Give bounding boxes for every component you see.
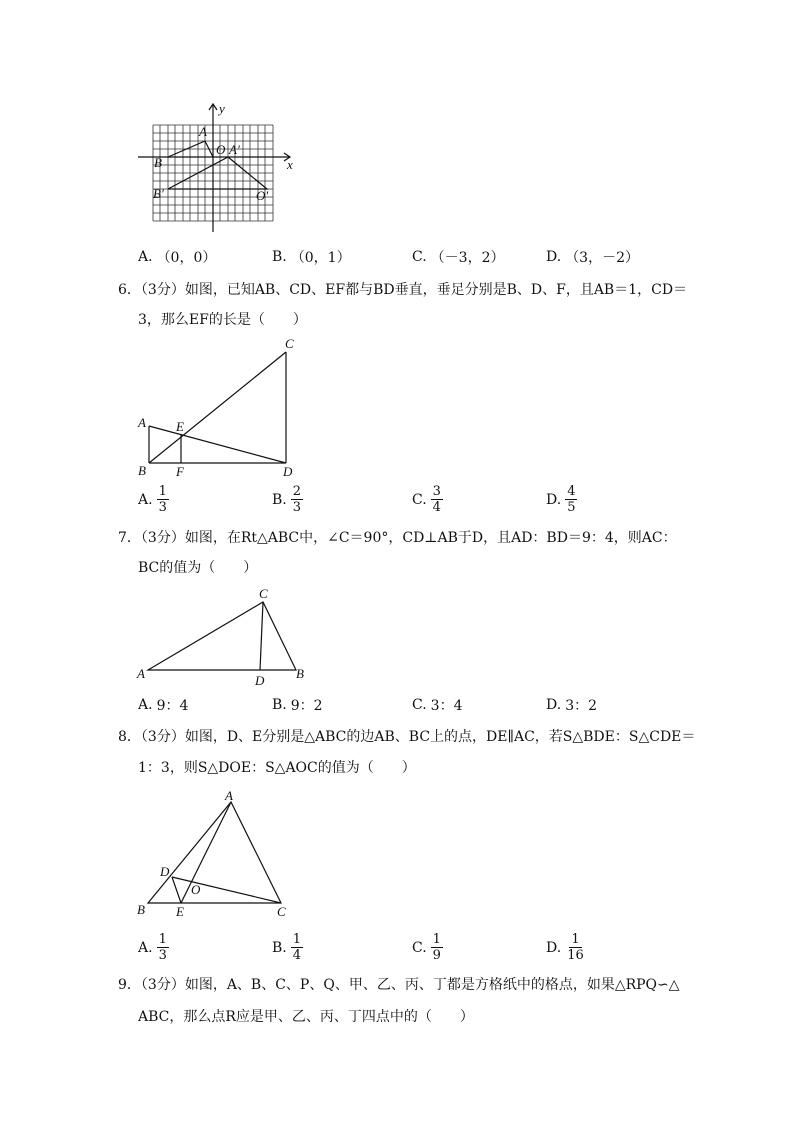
option-text: （0，0） [156, 250, 217, 266]
numerator: 1 [292, 932, 302, 947]
q6-label-A: A [138, 415, 146, 430]
denominator: 3 [158, 500, 167, 515]
q7-option-c[interactable] [412, 695, 463, 715]
option-text: 9：2 [290, 698, 323, 714]
numerator: 1 [158, 932, 167, 947]
q6-label-F: F [176, 464, 184, 479]
q7-option-d[interactable] [546, 695, 597, 715]
q7-figure [130, 585, 320, 690]
option-text: 3：4 [430, 698, 463, 714]
option-letter: C. [412, 939, 427, 956]
q5-label-x: x [287, 157, 293, 172]
q6-stem-line2: 3，那么EF的长是（ ） [138, 312, 307, 328]
fraction [565, 932, 586, 963]
q9-stem-line1: 9．（3分）如图，A、B、C、P、Q、甲、乙、丙、丁都是方格纸中的格点，如果△RPQ∽△ [118, 977, 680, 993]
option-letter: B. [272, 939, 287, 956]
fraction [157, 932, 169, 963]
q5-label-B1: B′ [153, 186, 164, 201]
q8-stem-line1: 8．（3分）如图，D、E分别是△ABC的边AB、BC上的点，DE∥AC，若S△BDE：S△CDE＝ [118, 729, 696, 745]
q8-label-D: D [160, 864, 170, 879]
numerator: 1 [432, 932, 441, 947]
option-text: （0，1） [290, 250, 351, 266]
denominator: 3 [158, 948, 167, 963]
option-text: 3：2 [565, 698, 598, 714]
fraction [291, 484, 303, 515]
q5-option-d[interactable] [546, 247, 639, 267]
numerator: 1 [158, 484, 167, 499]
fraction [431, 932, 443, 963]
q7-label-C: C [259, 586, 268, 601]
q6-label-C: C [285, 336, 294, 351]
q8-option-c[interactable] [412, 932, 443, 963]
q7-option-b[interactable] [272, 695, 323, 715]
fraction [291, 932, 303, 963]
numerator: 1 [571, 932, 580, 947]
option-letter: C. [412, 249, 427, 265]
option-letter: A. [138, 939, 153, 956]
option-text: （－3，2） [430, 250, 505, 266]
q5-option-a[interactable] [138, 247, 216, 267]
fraction [431, 484, 443, 515]
q5-label-A1: A′ [229, 142, 240, 157]
option-letter: D. [546, 491, 562, 508]
option-text: （3，－2） [565, 250, 640, 266]
q6-option-c[interactable] [412, 484, 443, 515]
option-letter: A. [138, 491, 153, 508]
denominator: 9 [432, 948, 441, 963]
q6-option-a[interactable] [138, 484, 169, 515]
q5-option-c[interactable] [412, 247, 505, 267]
q6-label-E: E [176, 419, 184, 434]
denominator: 4 [432, 500, 441, 515]
q7-label-B: B [296, 666, 304, 681]
option-letter: C. [412, 697, 427, 713]
q8-label-C: C [277, 904, 286, 919]
q8-option-b[interactable] [272, 932, 303, 963]
q8-option-d[interactable] [546, 932, 586, 963]
q7-stem-line1: 7．（3分）如图，在Rt△ABC中，∠C＝90°，CD⊥AB于D，且AD：BD＝9：4，则AC： [118, 530, 677, 546]
q5-label-B: B [154, 155, 162, 170]
q8-label-B: B [137, 902, 145, 917]
q8-label-E: E [176, 904, 184, 919]
q5-label-A: A [199, 124, 207, 139]
q5-option-b[interactable] [272, 247, 351, 267]
denominator: 4 [292, 948, 302, 963]
q6-option-d[interactable] [546, 484, 577, 515]
q8-label-A: A [225, 788, 233, 803]
q8-stem-line2: 1：3，则S△DOE：S△AOC的值为（ ） [138, 760, 416, 776]
q7-label-A: A [137, 666, 145, 681]
q6-option-b[interactable] [272, 484, 303, 515]
denominator: 3 [292, 500, 302, 515]
q5-label-O1: O′ [256, 188, 269, 203]
fraction [157, 484, 169, 515]
option-letter: B. [272, 249, 287, 265]
option-letter: C. [412, 491, 427, 508]
option-letter: A. [138, 249, 153, 265]
q7-stem-line2: BC的值为（ ） [138, 560, 258, 576]
option-letter: B. [272, 491, 287, 508]
q7-option-a[interactable] [138, 695, 188, 715]
q5-label-y: y [219, 101, 225, 116]
option-text: 9：4 [156, 698, 189, 714]
option-letter: D. [546, 939, 562, 956]
numerator: 4 [567, 484, 576, 499]
option-letter: A. [138, 697, 153, 713]
q9-stem-line2: ABC，那么点R应是甲、乙、丙、丁四点中的（ ） [138, 1009, 474, 1025]
q5-grid-figure [130, 98, 310, 238]
option-letter: B. [272, 697, 287, 713]
option-letter: D. [546, 697, 562, 713]
q5-label-O: O [216, 142, 226, 157]
numerator: 3 [432, 484, 441, 499]
numerator: 2 [292, 484, 302, 499]
q6-label-B: B [138, 463, 146, 478]
denominator: 16 [567, 948, 584, 963]
q8-label-O: O [191, 882, 201, 897]
q8-option-a[interactable] [138, 932, 169, 963]
option-letter: D. [546, 249, 562, 265]
q6-label-D: D [283, 464, 293, 479]
q6-figure [130, 333, 310, 483]
fraction [565, 484, 577, 515]
q6-stem-line1: 6．（3分）如图，已知AB、CD、EF都与BD垂直，垂足分别是B、D、F，且AB＝1，CD＝ [118, 282, 688, 298]
q8-figure [130, 785, 300, 920]
denominator: 5 [567, 500, 576, 515]
q7-label-D: D [255, 673, 265, 688]
